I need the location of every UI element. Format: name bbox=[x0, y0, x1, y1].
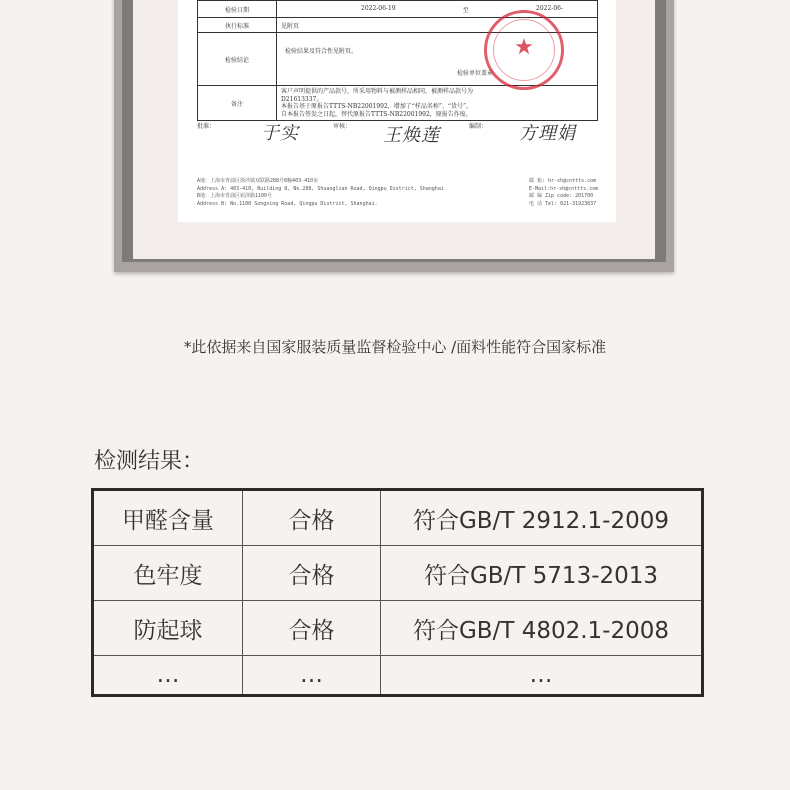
contact-line: 邮 箱: hr-sh@cnttts.com bbox=[529, 178, 597, 184]
test-item: 防起球 bbox=[93, 601, 243, 656]
contact-line: 邮 编 Zip code: 201700 bbox=[529, 193, 594, 200]
frame-border bbox=[122, 0, 666, 262]
results-heading: 检测结果： bbox=[94, 449, 205, 474]
report-row-remarks bbox=[198, 86, 598, 121]
test-item: 色牢度 bbox=[93, 546, 243, 601]
date-to-word: 至 bbox=[462, 6, 469, 14]
test-result: 合格 bbox=[243, 546, 381, 601]
remark-line: D21613337。 bbox=[281, 95, 323, 103]
test-standard: 符合GB/T 5713-2013 bbox=[381, 546, 703, 601]
remark-line: 本报告基于原报告TTTS-NB22001992，增加了“样品名称”、“货号”。 bbox=[281, 103, 473, 110]
address-line: A地：上海市青浦区徐泾镇双联路288号8幢403-410室 bbox=[197, 178, 319, 184]
address-line: B地：上海市青浦区崧泽路1100号 bbox=[197, 193, 273, 200]
approve-signature: 于实 bbox=[261, 123, 299, 144]
remark-line: 自本报告签发之日起，替代原报告TTTS-NB22001992，原报告作废。 bbox=[281, 110, 472, 118]
seal-star-icon: ★ bbox=[514, 35, 534, 60]
report-label: 执行标准 bbox=[198, 18, 277, 33]
contact-block bbox=[529, 178, 619, 208]
address-line: Address A: 403-410, Building 8, No.288, Shuanglian Road, Qingpu District, Shanghai bbox=[197, 185, 444, 192]
prepare-label: 编制： bbox=[469, 123, 488, 130]
table-row bbox=[93, 546, 703, 601]
address-block bbox=[197, 178, 497, 208]
test-standard: 符合GB/T 2912.1-2009 bbox=[381, 490, 703, 546]
test-report-document bbox=[178, 0, 616, 222]
review-label: 审核： bbox=[333, 123, 352, 130]
test-standard: 符合GB/T 4802.1-2008 bbox=[381, 601, 703, 656]
address-line: Address B: No.1100 Songxing Road, Qingpu District, Shanghai. bbox=[197, 200, 378, 207]
test-result: … bbox=[243, 656, 381, 696]
stamp-caption: 检验单位盖章 bbox=[457, 70, 494, 77]
approve-label: 批准： bbox=[197, 123, 216, 130]
report-date-range bbox=[277, 1, 598, 18]
contact-line: 电 话 Tel: 021-31923837 bbox=[529, 200, 597, 207]
test-item: 甲醛含量 bbox=[93, 490, 243, 546]
test-result: 合格 bbox=[243, 601, 381, 656]
conclusion-text: 检验结果及符合性见附页。 bbox=[285, 48, 358, 55]
remarks-cell bbox=[277, 86, 598, 121]
official-seal bbox=[484, 10, 564, 90]
test-item: … bbox=[93, 656, 243, 696]
picture-frame bbox=[114, 0, 674, 272]
test-result: 合格 bbox=[243, 490, 381, 546]
date-from: 2022-06-19 bbox=[361, 4, 396, 12]
signature-row bbox=[197, 117, 597, 147]
prepare-signature: 方理娟 bbox=[519, 123, 576, 144]
remark-line: 客户声明提供的产品款号，所采用物料与被测样品相同，被测样品款号为 bbox=[281, 88, 474, 95]
report-label: 备注 bbox=[198, 86, 277, 121]
report-label: 检验日期 bbox=[198, 1, 277, 18]
results-table bbox=[91, 488, 704, 697]
frame-mat bbox=[133, 0, 655, 259]
report-value: 见附页 bbox=[277, 18, 598, 33]
test-standard: … bbox=[381, 656, 703, 696]
contact-line: E-Mail:hr-sh@cnttts.com bbox=[529, 185, 599, 192]
report-label: 检验结论 bbox=[198, 33, 277, 86]
review-signature: 王焕莲 bbox=[383, 125, 440, 146]
source-caption: *此依据来自国家服装质量监督检验中心 /面料性能符合国家标准 bbox=[183, 338, 607, 356]
date-to: 2022-06- bbox=[536, 4, 563, 12]
table-row bbox=[93, 656, 703, 696]
table-row bbox=[93, 601, 703, 656]
table-row bbox=[93, 490, 703, 546]
